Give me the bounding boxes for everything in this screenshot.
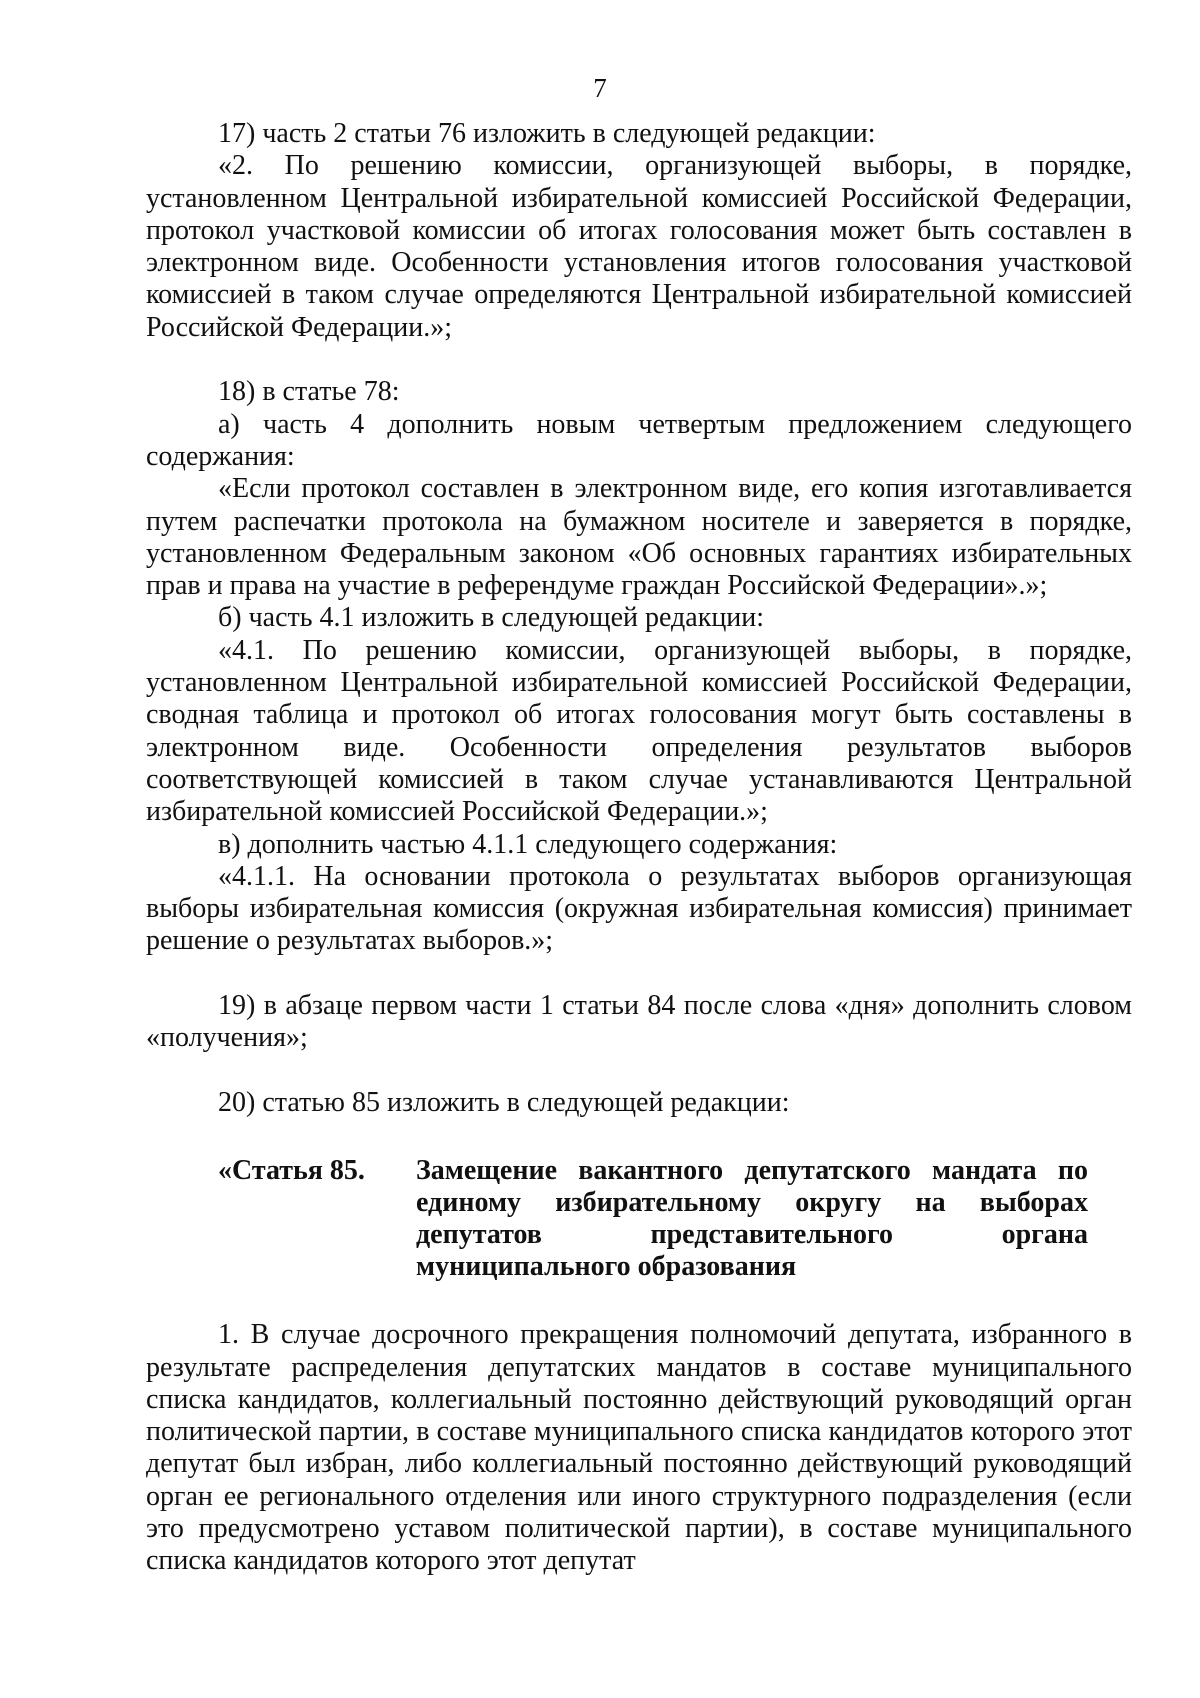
paragraph-item-20: 20) статью 85 изложить в следующей редакции: [218,1086,790,1118]
article-title-line: Замещение вакантного депутатского мандата по [416,1155,1088,1187]
paragraph-item-18a: а) часть 4 дополнить новым четвертым предложением следующего содержания: [146,408,1132,472]
article-heading [146,1155,1132,1283]
article-number: «Статья 85. [218,1155,365,1187]
paragraph-quote-part-4-1: «4.1. По решению комиссии, организующей выборы, в порядке, установленном Центральной избирательной комиссией Российской Федерации, сводная таблица и протокол об итогах голосования могут быть составлены в электронном виде. Особенности определения результатов выборов соответствующей комиссией в таком случае устанавливаются Центральной избирательной комиссией Российской Федерации.»; [146,634,1132,828]
article-title [416,1155,1088,1283]
article-title-line: единому избирательному округу на выборах [416,1187,1088,1219]
paragraph-item-18: 18) в статье 78: [218,376,400,408]
paragraph-item-18b: б) часть 4.1 изложить в следующей редакции: [218,602,765,634]
article-title-line: муниципального образования [416,1251,797,1283]
paragraph-quote-part-4-1-1: «4.1.1. На основании протокола о результатах выборов организующая выборы избирательная комиссия (окружная избирательная комиссия) принимает решение о результатах выборов.»; [146,860,1132,957]
paragraph-item-17: 17) часть 2 статьи 76 изложить в следующей редакции: [218,118,876,149]
paragraph-quote-protocol-copy: «Если протокол составлен в электронном виде, его копия изготавливается путем распечатки протокола на бумажном носителе и заверяется в порядке, установленном Федеральным законом «Об основных гарантиях избирательных прав и права на участие в референдуме граждан Российской Федерации».»; [146,473,1132,602]
paragraph-item-18v: в) дополнить частью 4.1.1 следующего содержания: [218,828,838,860]
page-number: 7 [593,73,607,103]
paragraph-quote-part-2: «2. По решению комиссии, организующей выборы, в порядке, установленном Центральной избирательной комиссией Российской Федерации, протокол участковой комиссии об итогах голосования может быть составлен в электронном виде. Особенности установления итогов голосования участковой комиссией в таком случае определяются Центральной избирательной комиссией Российской Федерации.»; [146,150,1132,343]
paragraph-article-85-part-1: 1. В случае досрочного прекращения полномочий депутата, избранного в результате распределения депутатских мандатов в составе муниципального списка кандидатов, коллегиальный постоянно действующий руководящий орган политической партии, в составе муниципального списка кандидатов которого этот депутат был избран, либо коллегиальный постоянно действующий руководящий орган ее регионального отделения или иного структурного подразделения (если это предусмотрено уставом политической партии), в составе муниципального списка кандидатов которого этот депутат [146,1319,1132,1577]
paragraph-item-19: 19) в абзаце первом части 1 статьи 84 после слова «дня» дополнить словом «получения»; [146,990,1132,1054]
document-body [146,118,1132,1578]
article-title-line: депутатов представительного органа [416,1219,1088,1251]
